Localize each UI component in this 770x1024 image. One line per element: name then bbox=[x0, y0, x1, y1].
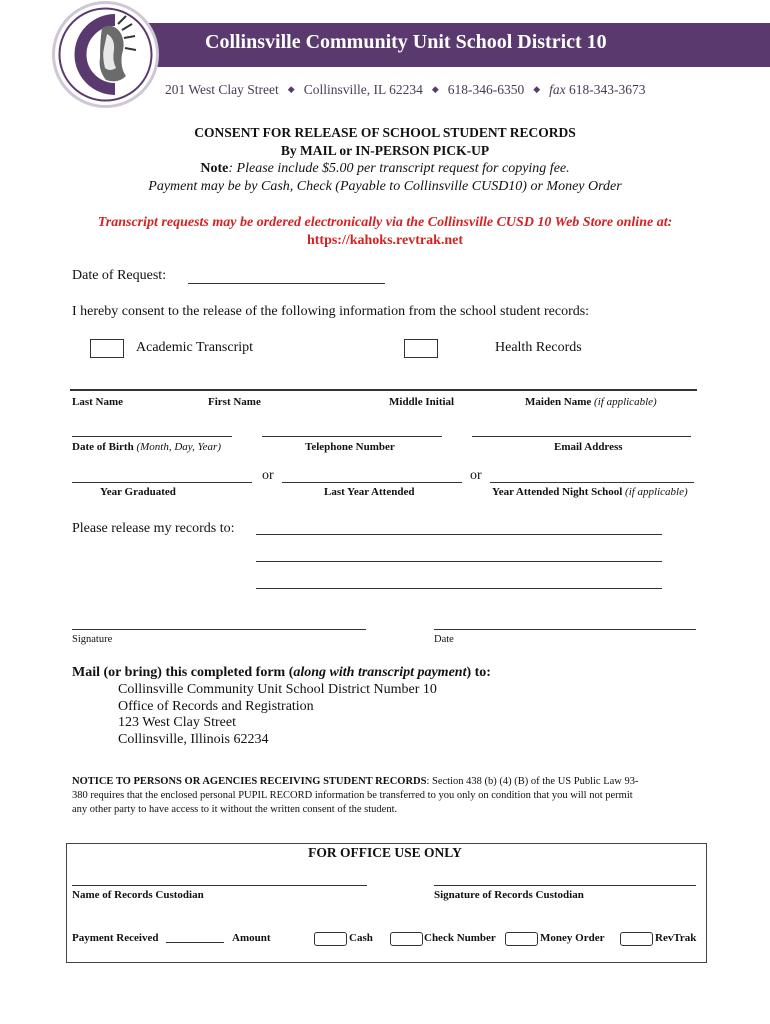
cash-checkbox[interactable] bbox=[314, 932, 347, 946]
notice-line-3: any other party to have access to it without the written consent of the student. bbox=[72, 804, 398, 815]
academic-transcript-label: Academic Transcript bbox=[136, 340, 254, 355]
signature-date-field[interactable] bbox=[434, 629, 696, 630]
release-address-line-1[interactable] bbox=[256, 534, 662, 535]
street-address: 201 West Clay Street bbox=[165, 82, 279, 97]
check-number-checkbox[interactable] bbox=[390, 932, 423, 946]
office-use-box bbox=[66, 843, 707, 963]
middle-initial-label: Middle Initial bbox=[389, 396, 455, 408]
bullet-icon: ◆ bbox=[533, 84, 541, 94]
notice-line-1: NOTICE TO PERSONS OR AGENCIES RECEIVING STUDENT RECORDS: Section 438 (b) (4) (B) of the US Public Law 93- bbox=[72, 776, 639, 787]
date-of-birth-label: Date of Birth (Month, Day, Year) bbox=[72, 441, 222, 453]
check-number-label: Check Number bbox=[424, 932, 496, 944]
district-logo bbox=[52, 1, 159, 108]
revtrak-label: RevTrak bbox=[655, 932, 697, 944]
money-order-checkbox[interactable] bbox=[505, 932, 538, 946]
mail-address-line-4: Collinsville, Illinois 62234 bbox=[118, 732, 269, 747]
payment-received-label: Payment Received bbox=[72, 932, 159, 944]
form-title: CONSENT FOR RELEASE OF SCHOOL STUDENT RECORDS bbox=[194, 125, 576, 140]
night-school-year-field[interactable] bbox=[490, 482, 694, 483]
custodian-name-field[interactable] bbox=[72, 885, 367, 886]
custodian-signature-field[interactable] bbox=[434, 885, 696, 886]
custodian-name-label: Name of Records Custodian bbox=[72, 889, 204, 901]
payment-received-field[interactable] bbox=[166, 942, 224, 943]
notice-line-2: 380 requires that the enclosed personal PUPIL RECORD information be transferred to you only on condition that you will not permit bbox=[72, 790, 633, 801]
maiden-name-label: Maiden Name (if applicable) bbox=[525, 396, 657, 408]
or-text: or bbox=[470, 468, 482, 483]
mail-address-line-2: Office of Records and Registration bbox=[118, 699, 314, 714]
mail-address-line-3: 123 West Clay Street bbox=[118, 715, 236, 730]
or-text: or bbox=[262, 468, 274, 483]
first-name-label: First Name bbox=[208, 396, 261, 408]
city-state: Collinsville, IL 62234 bbox=[303, 82, 423, 97]
amount-label: Amount bbox=[232, 932, 271, 944]
year-graduated-label: Year Graduated bbox=[100, 486, 176, 498]
health-records-checkbox[interactable] bbox=[404, 339, 438, 358]
custodian-signature-label: Signature of Records Custodian bbox=[434, 889, 584, 901]
academic-transcript-checkbox[interactable] bbox=[90, 339, 124, 358]
date-of-birth-field[interactable] bbox=[72, 436, 232, 437]
year-graduated-field[interactable] bbox=[72, 482, 252, 483]
release-address-line-2[interactable] bbox=[256, 561, 662, 562]
date-of-request-label: Date of Request: bbox=[72, 268, 167, 283]
signature-label: Signature bbox=[72, 634, 113, 645]
telephone-label: Telephone Number bbox=[305, 441, 395, 453]
form-subtitle: By MAIL or IN-PERSON PICK-UP bbox=[280, 143, 490, 158]
fax-label: fax bbox=[549, 82, 566, 97]
last-name-label: Last Name bbox=[72, 396, 124, 408]
note-text: : Please include $5.00 per transcript request for copying fee. bbox=[228, 161, 570, 176]
kahok-head-icon bbox=[55, 4, 156, 105]
email-field[interactable] bbox=[472, 436, 691, 437]
phone-number: 618-346-6350 bbox=[447, 82, 525, 97]
date-label: Date bbox=[434, 634, 454, 645]
email-label: Email Address bbox=[554, 441, 623, 453]
health-records-label: Health Records bbox=[495, 340, 582, 355]
cash-label: Cash bbox=[349, 932, 373, 944]
note-label: Note bbox=[200, 161, 229, 176]
online-order-note: Transcript requests may be ordered electronically via the Collinsville CUSD 10 Web Store online at: bbox=[97, 215, 673, 230]
mail-address-line-1: Collinsville Community Unit School District Number 10 bbox=[118, 682, 437, 697]
night-school-label: Year Attended Night School (if applicable) bbox=[492, 486, 688, 498]
release-to-label: Please release my records to: bbox=[72, 521, 235, 536]
office-use-title: FOR OFFICE USE ONLY bbox=[308, 845, 462, 860]
signature-field[interactable] bbox=[72, 629, 366, 630]
payment-note: Payment may be by Cash, Check (Payable to Collinsville CUSD10) or Money Order bbox=[148, 179, 622, 194]
consent-statement: I hereby consent to the release of the following information from the school student records: bbox=[72, 304, 590, 319]
revtrak-checkbox[interactable] bbox=[620, 932, 653, 946]
district-address-line bbox=[165, 82, 646, 98]
mail-heading: Mail (or bring) this completed form (along with transcript payment) to: bbox=[72, 665, 491, 680]
last-year-attended-label: Last Year Attended bbox=[324, 486, 415, 498]
bullet-icon: ◆ bbox=[431, 84, 439, 94]
bullet-icon: ◆ bbox=[287, 84, 295, 94]
telephone-field[interactable] bbox=[262, 436, 442, 437]
date-of-request-field[interactable] bbox=[188, 283, 385, 284]
fax-number: 618-343-3673 bbox=[569, 82, 646, 97]
fee-note bbox=[0, 161, 770, 177]
name-field-line[interactable] bbox=[70, 389, 697, 391]
district-name: Collinsville Community Unit School District 10 bbox=[205, 31, 607, 53]
webstore-link[interactable]: https://kahoks.revtrak.net bbox=[306, 233, 464, 248]
money-order-label: Money Order bbox=[540, 932, 605, 944]
last-year-attended-field[interactable] bbox=[282, 482, 462, 483]
release-address-line-3[interactable] bbox=[256, 588, 662, 589]
